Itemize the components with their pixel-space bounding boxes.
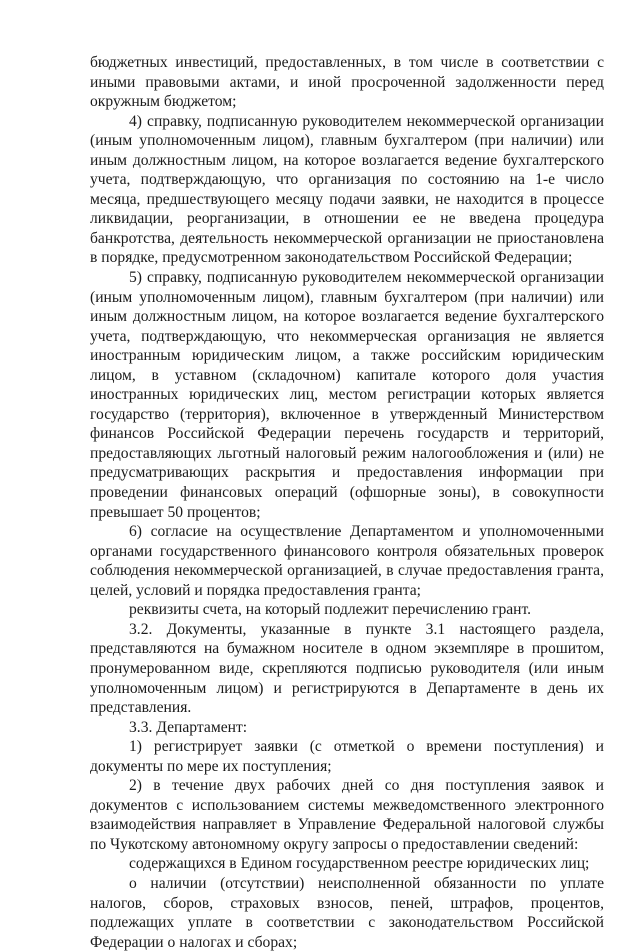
paragraph-item-6-consent: 6) согласие на осуществление Департаментом и уполномоченными органами государственного финансового контроля обязательных проверок соблюдения некоммерческой организацией, в случае предоставления гранта, целей, условий и порядка предоставления гранта;: [90, 523, 604, 599]
paragraph-egrul-info: содержащихся в Едином государственном реестре юридических лиц;: [129, 855, 590, 873]
paragraph-budget-debt: бюджетных инвестиций, предоставленных, в том числе в соответствии с иными правовыми актами, и иной просроченной задолженности перед окружным бюджетом;: [90, 54, 604, 111]
document-page: [90, 53, 604, 952]
paragraph-item-5-certificate: 5) справку, подписанную руководителем некоммерческой организации (иным уполномоченным лицом), главным бухгалтером (при наличии) или иным должностным лицом, на которое возлагается ведение бухгалтерского учета, подтверждающую, что некоммерческая организация не является иностранным юридическим лицом, а также российским юридическим лицом, в уставном (складочном) капитале которого доля участия иностранных юридических лиц, местом регистрации которых является государство (территория), включенное в утвержденный Министерством финансов Российской Федерации перечень государств и территорий, предоставляющих льготный налоговый режим налогообложения и (или) не предусматривающих раскрытия и предоставления информации при проведении финансовых операций (офшорные зоны), в совокупности превышает 50 процентов;: [90, 269, 604, 521]
paragraph-item-4-certificate: 4) справку, подписанную руководителем некоммерческой организации (иным уполномоченным лицом), главным бухгалтером (при наличии) или иным должностным лицом, на которое возлагается ведение бухгалтерского учета, подтверждающую, что организация по состоянию на 1-е число месяца, предшествующего месяцу подачи заявки, не находится в процессе ликвидации, реорганизации, в отношении ее не введена процедура банкротства, деятельность некоммерческой организации не приостановлена в порядке, предусмотренном законодательством Российской Федерации;: [90, 112, 604, 267]
paragraph-section-3-3-heading: 3.3. Департамент:: [129, 718, 248, 736]
paragraph-section-3-2: 3.2. Документы, указанные в пункте 3.1 настоящего раздела, представляются на бумажном носителе в одном экземпляре в прошитом, пронумерованном виде, скрепляются подписью руководителя (или иным уполномоченным лицом) и регистрируются в Департаменте в день их представления.: [90, 620, 604, 717]
paragraph-tax-obligations: о наличии (отсутствии) неисполненной обязанности по уплате налогов, сборов, страховых взносов, пеней, штрафов, процентов, подлежащих уплате в соответствии с законодательством Российской Федерации о налогах и сборах;: [90, 874, 604, 951]
paragraph-3-3-item-2: 2) в течение двух рабочих дней со дня поступления заявок и документов с использованием системы межведомственного электронного взаимодействия направляет в Управление Федеральной налоговой службы по Чукотскому автономному округу запросы о предоставлении сведений:: [90, 777, 604, 853]
paragraph-account-details: реквизиты счета, на который подлежит перечислению грант.: [129, 601, 532, 619]
paragraph-3-3-item-1: 1) регистрирует заявки (с отметкой о времени поступления) и документы по мере их поступления;: [90, 738, 604, 775]
